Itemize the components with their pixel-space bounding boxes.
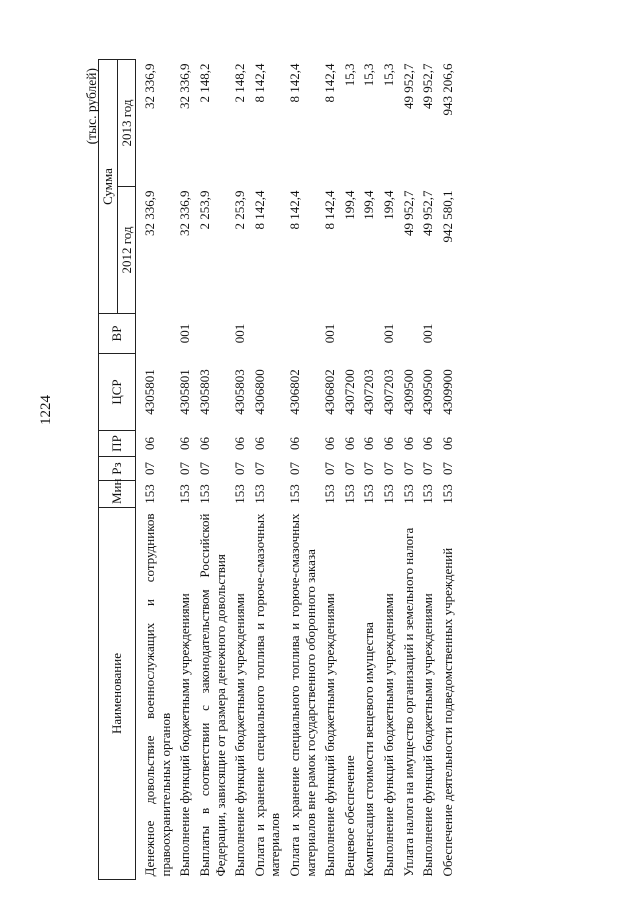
- cell-y2012: 199,4: [361, 190, 377, 220]
- cell-y2012: 32 336,9: [177, 190, 193, 236]
- cell-min: 153: [142, 484, 158, 504]
- cell-min: 153: [361, 484, 377, 504]
- table-row: [286, 60, 321, 880]
- table-row: [176, 60, 196, 880]
- cell-vr: [286, 314, 321, 354]
- cell-name: Выполнение функций бюджетными учреждениями: [420, 593, 436, 877]
- cell-rz: 07: [142, 462, 158, 475]
- cell-pr: 06: [341, 437, 357, 450]
- cell-csr: 4305803: [232, 369, 248, 415]
- cell-min: 153: [251, 484, 267, 504]
- cell-csr: 4309500: [420, 369, 436, 415]
- table-row: [439, 60, 459, 880]
- cell-vr: [400, 314, 420, 354]
- cell-y2013: 15,3: [341, 63, 357, 87]
- header-csr: ЦСР: [99, 354, 136, 431]
- cell-min: 153: [177, 484, 193, 504]
- cell-pr: 06: [196, 437, 212, 450]
- table-row: [251, 60, 286, 880]
- cell-csr: 4307203: [380, 369, 396, 415]
- cell-csr: 4305803: [196, 369, 212, 415]
- table-body: [136, 60, 459, 880]
- page-number: 1224: [38, 395, 54, 425]
- cell-y2013: 8 142,4: [322, 63, 338, 103]
- cell-name: Обеспечение деятельности подведомственных учреждений: [439, 547, 455, 877]
- cell-rz: 07: [420, 462, 436, 475]
- header-vr: ВР: [99, 314, 136, 354]
- cell-rz: 07: [232, 462, 248, 475]
- cell-rz: 07: [380, 462, 396, 475]
- table-row: [231, 60, 251, 880]
- cell-vr: [439, 314, 459, 354]
- header-rz: Рз: [99, 457, 136, 481]
- cell-y2012: 199,4: [341, 190, 357, 220]
- cell-y2012: 8 142,4: [322, 190, 338, 230]
- cell-rz: 07: [251, 462, 267, 475]
- table-row: [400, 60, 420, 880]
- cell-name: Оплата и хранение специального топлива и горюче-смазочных материалов: [251, 513, 283, 877]
- table-row: [419, 60, 439, 880]
- cell-vr: [360, 314, 380, 354]
- cell-vr: 001: [177, 323, 193, 344]
- cell-vr: 001: [380, 323, 396, 344]
- cell-y2013: 15,3: [380, 63, 396, 87]
- cell-vr: [196, 314, 231, 354]
- header-name: Наименование: [99, 508, 136, 880]
- header-2012: 2012 год: [117, 187, 136, 314]
- cell-min: 153: [400, 484, 416, 504]
- cell-name: Выполнение функций бюджетными учреждениями: [380, 593, 396, 877]
- cell-pr: 06: [400, 437, 416, 450]
- cell-y2012: 942 580,1: [439, 190, 455, 243]
- cell-csr: 4307203: [361, 369, 377, 415]
- cell-name: Выполнение функций бюджетными учреждениями: [177, 593, 193, 877]
- cell-csr: 4305801: [177, 369, 193, 415]
- cell-vr: 001: [322, 323, 338, 344]
- cell-y2013: 49 952,7: [400, 63, 416, 109]
- cell-y2013: 943 206,6: [439, 63, 455, 116]
- cell-min: 153: [439, 484, 455, 504]
- cell-csr: 4309500: [400, 369, 416, 415]
- table-header: [99, 60, 136, 880]
- cell-pr: 06: [439, 437, 455, 450]
- table-row: [136, 60, 177, 880]
- table-row: [360, 60, 380, 880]
- cell-csr: 4307200: [341, 369, 357, 415]
- cell-rz: 07: [322, 462, 338, 475]
- cell-csr: 4309900: [439, 369, 455, 415]
- table-row: [341, 60, 361, 880]
- table-row: [196, 60, 231, 880]
- cell-rz: 07: [177, 462, 193, 475]
- cell-rz: 07: [286, 462, 302, 475]
- cell-y2013: 32 336,9: [142, 63, 158, 109]
- header-min: Мин: [99, 481, 136, 508]
- cell-y2013: 8 142,4: [286, 63, 302, 103]
- cell-rz: 07: [439, 462, 455, 475]
- cell-csr: 4306802: [286, 369, 302, 415]
- cell-name: Уплата налога на имущество организаций и земельного налога: [400, 527, 416, 877]
- cell-pr: 06: [380, 437, 396, 450]
- cell-y2012: 49 952,7: [400, 190, 416, 236]
- cell-pr: 06: [420, 437, 436, 450]
- cell-pr: 06: [232, 437, 248, 450]
- cell-min: 153: [341, 484, 357, 504]
- cell-csr: 4305801: [142, 369, 158, 415]
- cell-vr: [341, 314, 361, 354]
- table-row: [380, 60, 400, 880]
- cell-min: 153: [420, 484, 436, 504]
- cell-pr: 06: [322, 437, 338, 450]
- cell-pr: 06: [286, 437, 302, 450]
- budget-table: [98, 59, 458, 880]
- cell-min: 153: [286, 484, 302, 504]
- cell-name: Компенсация стоимости вещевого имущества: [361, 622, 377, 877]
- cell-rz: 07: [341, 462, 357, 475]
- cell-y2012: 2 253,9: [232, 190, 248, 230]
- cell-y2013: 2 148,2: [196, 63, 212, 103]
- cell-name: Выплаты в соответствии с законодательством Российской Федерации, зависящие от размера денежного довольствия: [196, 513, 228, 877]
- cell-pr: 06: [142, 437, 158, 450]
- cell-y2012: 8 142,4: [251, 190, 267, 230]
- cell-y2013: 15,3: [361, 63, 377, 87]
- cell-name: Оплата и хранение специального топлива и горюче-смазочных материалов вне рамок государственного оборонного заказа: [286, 513, 318, 877]
- header-pr: ПР: [99, 431, 136, 457]
- table-row: [321, 60, 341, 880]
- cell-vr: [251, 314, 286, 354]
- cell-name: Вещевое обеспечение: [341, 755, 357, 877]
- cell-name: Денежное довольствие военнослужащих и сотрудников правоохранительных органов: [142, 513, 173, 877]
- cell-pr: 06: [177, 437, 193, 450]
- units-label: (тыс. рублей): [84, 68, 99, 145]
- cell-vr: 001: [232, 323, 248, 344]
- cell-y2013: 2 148,2: [232, 63, 248, 103]
- cell-y2013: 49 952,7: [420, 63, 436, 109]
- cell-name: Выполнение функций бюджетными учреждениями: [232, 593, 248, 877]
- header-sum: Сумма: [99, 60, 118, 314]
- cell-csr: 4306802: [322, 369, 338, 415]
- cell-pr: 06: [361, 437, 377, 450]
- rotated-budget-table-container: [84, 60, 553, 880]
- cell-min: 153: [380, 484, 396, 504]
- cell-pr: 06: [251, 437, 267, 450]
- cell-y2013: 8 142,4: [251, 63, 267, 103]
- cell-min: 153: [322, 484, 338, 504]
- cell-rz: 07: [400, 462, 416, 475]
- cell-rz: 07: [196, 462, 212, 475]
- cell-name: Выполнение функций бюджетными учреждениями: [322, 593, 338, 877]
- cell-min: 153: [232, 484, 248, 504]
- cell-y2012: 2 253,9: [196, 190, 212, 230]
- cell-y2012: 49 952,7: [420, 190, 436, 236]
- cell-y2013: 32 336,9: [177, 63, 193, 109]
- cell-csr: 4306800: [251, 369, 267, 415]
- cell-y2012: 8 142,4: [286, 190, 302, 230]
- cell-min: 153: [196, 484, 212, 504]
- cell-rz: 07: [361, 462, 377, 475]
- cell-vr: 001: [420, 323, 436, 344]
- cell-vr: [136, 314, 177, 354]
- cell-y2012: 32 336,9: [142, 190, 158, 236]
- header-2013: 2013 год: [117, 60, 136, 187]
- cell-y2012: 199,4: [380, 190, 396, 220]
